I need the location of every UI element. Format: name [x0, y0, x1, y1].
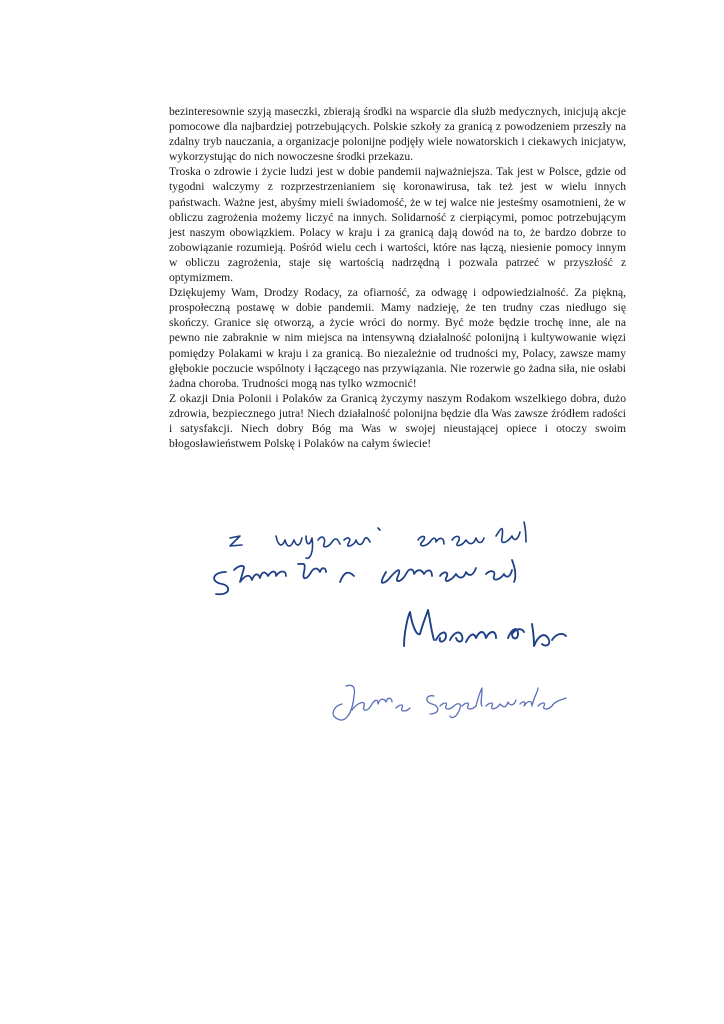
signature-1-name [190, 750, 191, 751]
letter-body [169, 104, 626, 451]
signature-2 [404, 610, 566, 646]
paragraph-1: bezinteresownie szyją maseczki, zbierają środki na wsparcie dla służb medycznych, inicjują akcje pomocowe dla najbardziej potrzebujących. Polskie szkoły za granicą z powodzeniem przeszły na zdalny tryb nauczania, a organizacje polonijne podjęły wiele nowatorskich i ciekawych inicjatyw, wykorzystując do nich nowoczesne środki przekazu. [169, 105, 626, 164]
paragraph-3: Dziękujemy Wam, Drodzy Rodacy, za ofiarność, za odwagę i odpowiedzialność. Za piękną, prospołeczną postawę w dobie pandemii. Mamy nadzieję, że ten trudny czas niedługo się skończy. Granice się otworzą, a życie wróci do normy. Być może będzie trochę inne, ale na pewno nie zabraknie w nim miejsca na intensywną działalność polonijną i kultywowanie więzi pomiędzy Polakami w kraju i za granicą. Bo niezależnie od trudności my, Polacy, zawsze mamy głębokie poczucie wspólnoty i łączącego nas przywiązania. Nie rozerwie go żadna siła, nie osłabi żadna choroba. Trudności mogą nas tylko wzmocnić! [169, 286, 626, 390]
handwritten-closing [230, 522, 526, 558]
signature-block [190, 500, 630, 750]
signature-2-name [190, 750, 191, 751]
paragraph-2: Troska o zdrowie i życie ludzi jest w dobie pandemii najważniejsza. Tak jest w Polsce, gdzie od tygodni walczymy z rozprzestrzenianiem się koronawirusa, tak też jest w wielu innych państwach. Ważne jest, abyśmy mieli świadomość, że w tej walce nie jesteśmy osamotnieni, że w obliczu zagrożenia możemy liczyć na innych. Solidarność z cierpiącymi, pomoc potrzebującym jest naszym obowiązkiem. Polacy w kraju i za granicą dają dowód na to, że bardzo dobrze to zobowiązanie rozumieją. Pośród wielu cech i wartości, które nas łączą, niesienie pomocy innym w obliczu zagrożenia, staje się wartością nadrzędną i pozwala patrzeć w przyszłość z optymizmem. [169, 165, 626, 285]
signature-closing-text [190, 750, 191, 751]
signature-3 [333, 685, 566, 720]
paragraph-4: Z okazji Dnia Polonii i Polaków za Granicą życzymy naszym Rodakom wszelkiego dobra, dużo zdrowia, bezpiecznego jutra! Niech działalność polonijna będzie dla Was zawsze źródłem radości i satysfakcji. Niech dobry Bóg ma Was w swojej nieustającej opiece i otoczy swoim błogosławieństwem Polskę i Polaków na całym świecie! [169, 391, 626, 451]
signature-1 [214, 560, 515, 594]
signature-3-name [190, 750, 191, 751]
